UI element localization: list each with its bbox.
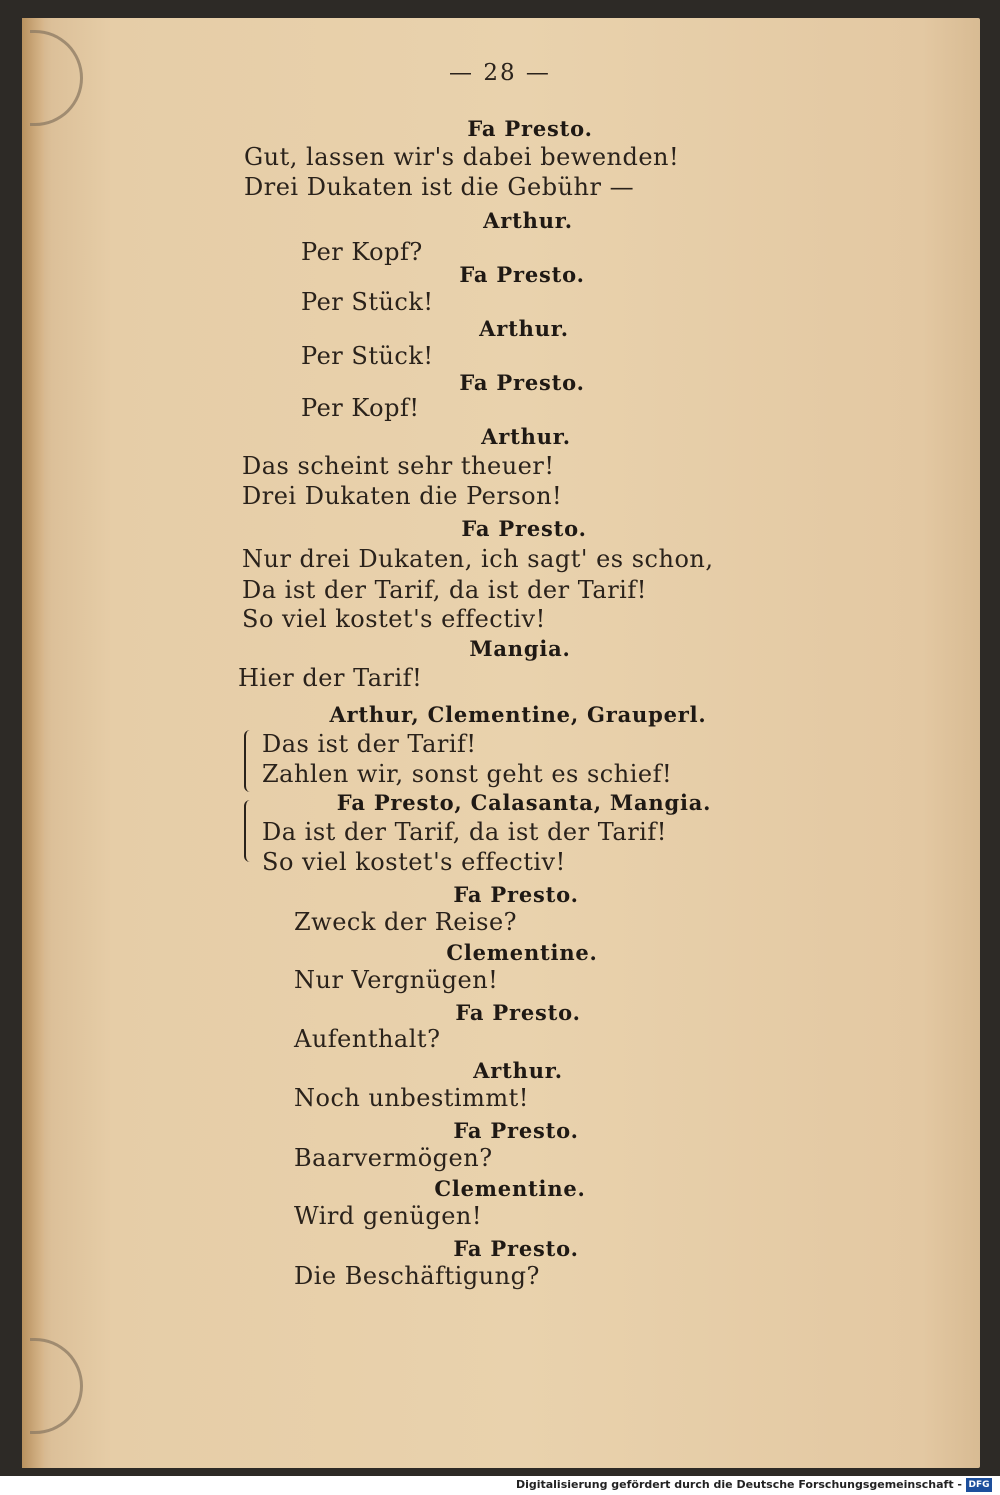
speaker-name: Fa Presto. [461, 516, 587, 541]
verse-line: Da ist der Tarif, da ist der Tarif! [262, 818, 667, 846]
verse-line: Zahlen wir, sonst geht es schief! [262, 760, 673, 788]
verse-line: Das scheint sehr theuer! [242, 452, 555, 480]
speaker-name: Fa Presto. [453, 1236, 579, 1261]
brace-upper [244, 730, 256, 792]
verse-line: Wird genügen! [294, 1202, 483, 1230]
verse-line: Nur drei Dukaten, ich sagt' es schon, [242, 545, 714, 573]
speaker-name: Fa Presto. [453, 882, 579, 907]
speaker-name: Arthur. [479, 316, 569, 341]
verse-line: So viel kostet's effectiv! [262, 848, 566, 876]
verse-line: Die Beschäftigung? [294, 1262, 540, 1290]
speaker-name: Fa Presto. [453, 1118, 579, 1143]
verse-line: Gut, lassen wir's dabei bewenden! [244, 143, 680, 171]
verse-line: Hier der Tarif! [238, 664, 423, 692]
verse-line: Aufenthalt? [294, 1025, 441, 1053]
verse-line: Per Stück! [301, 342, 434, 370]
speaker-name: Arthur, Clementine, Grauperl. [329, 702, 707, 727]
brace-lower [244, 800, 256, 862]
footer-bar [0, 1476, 1000, 1495]
verse-line: So viel kostet's effectiv! [242, 605, 546, 633]
verse-line: Baarvermögen? [294, 1144, 493, 1172]
verse-line: Zweck der Reise? [294, 908, 518, 936]
speaker-name: Clementine. [434, 1176, 586, 1201]
speaker-name: Fa Presto. [459, 370, 585, 395]
page-number: — 28 — [449, 60, 551, 86]
speaker-name: Fa Presto. [459, 262, 585, 287]
speaker-name: Arthur. [473, 1058, 563, 1083]
verse-line: Drei Dukaten ist die Gebühr — [244, 173, 635, 201]
verse-line: Nur Vergnügen! [294, 966, 499, 994]
verse-line: Drei Dukaten die Person! [242, 482, 563, 510]
verse-line: Das ist der Tarif! [262, 730, 477, 758]
footer-credit: Digitalisierung gefördert durch die Deutsche Forschungsgemeinschaft - [515, 1478, 962, 1491]
page-gutter [22, 18, 44, 1468]
dfg-logo: DFG [966, 1478, 992, 1492]
speaker-name: Fa Presto. [467, 116, 593, 141]
speaker-name: Mangia. [469, 636, 571, 661]
verse-line: Per Kopf? [301, 238, 423, 266]
speaker-name: Fa Presto. [455, 1000, 581, 1025]
speaker-name: Fa Presto, Calasanta, Mangia. [336, 790, 712, 815]
verse-line: Noch unbestimmt! [294, 1084, 529, 1112]
verse-line: Per Kopf! [301, 394, 420, 422]
speaker-name: Arthur. [483, 208, 573, 233]
speaker-name: Clementine. [446, 940, 598, 965]
verse-line: Per Stück! [301, 288, 434, 316]
verse-line: Da ist der Tarif, da ist der Tarif! [242, 576, 647, 604]
speaker-name: Arthur. [481, 424, 571, 449]
